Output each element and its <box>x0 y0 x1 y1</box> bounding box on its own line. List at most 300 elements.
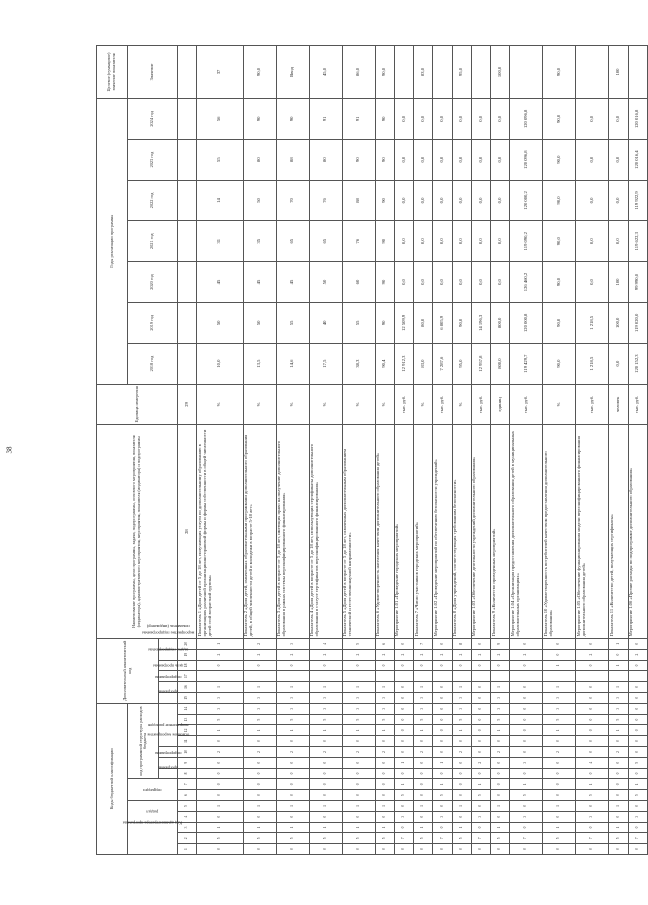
code-cell: 0 <box>414 660 433 671</box>
row-name: Мероприятие 1.01 «Проведение городских мероприятий» <box>394 425 413 639</box>
table-row <box>375 46 394 855</box>
code-cell: 0 <box>510 638 543 649</box>
final-value-cell: 37 <box>197 46 244 99</box>
code-cell: 0 <box>471 660 490 671</box>
row-name: Мероприятие 1.04 «Организация предоставления дополнительного образования детей в муниципальных образовательных организациях» <box>510 425 543 639</box>
value-cell: 0,0 <box>471 262 490 303</box>
value-cell: 90,0 <box>543 139 576 180</box>
code-cell: 0 <box>394 692 413 703</box>
code-cell: 0 <box>414 811 433 822</box>
value-cell: 120 152,3 <box>628 343 647 384</box>
code-cell: 0 <box>309 768 342 779</box>
row-name: Мероприятие 1.06 «Прочие расходы по подпрограмме дополнительного образования» <box>628 425 647 639</box>
final-value-cell: 95,0 <box>452 46 471 99</box>
table-row <box>394 46 413 855</box>
code-cell: 5 <box>375 833 394 844</box>
code-cell: 5 <box>197 714 244 725</box>
code-cell: 0 <box>433 844 452 855</box>
code-cell: 3 <box>543 692 576 703</box>
column-number: 16 <box>177 682 196 693</box>
column-number <box>177 262 196 303</box>
unit-cell: % <box>543 384 576 425</box>
value-cell: 90 <box>375 98 394 139</box>
value-cell: 50 <box>243 180 276 221</box>
code-cell: 5 <box>309 714 342 725</box>
row-name: Мероприятие 1.05 «Обеспечение функционирования модели персонифицированного финансирования дополнительного образования детей» <box>576 425 609 639</box>
column-number: 20 <box>177 638 196 649</box>
code-cell: 0 <box>491 844 510 855</box>
row-name: Показатель 3 «Доля детей в возрасте от 5 до 18 лет, имеющих право на получение дополнительного образования в рамках системы персонифицированного финансирования» <box>276 425 309 639</box>
value-cell: 90,0 <box>543 180 576 221</box>
value-cell: 6 805,9 <box>433 302 452 343</box>
code-cell: 2 <box>628 649 647 660</box>
value-cell: 56 <box>197 98 244 139</box>
final-value-cell: 90,0 <box>543 46 576 99</box>
code-cell: 0 <box>433 736 452 747</box>
value-cell: 45 <box>276 262 309 303</box>
code-cell: 1 <box>452 801 471 812</box>
column-number: 1 <box>177 844 196 855</box>
value-cell: 55 <box>342 302 375 343</box>
final-value-cell <box>433 46 452 99</box>
value-cell: 45 <box>197 262 244 303</box>
value-cell: 13,5 <box>243 343 276 384</box>
code-cell: 0 <box>576 801 609 812</box>
value-cell: 0,0 <box>414 221 433 262</box>
code-cell: 0 <box>609 768 628 779</box>
code-cell: 2 <box>471 649 490 660</box>
value-cell: 119 622,3 <box>628 221 647 262</box>
code-cell: 0 <box>609 844 628 855</box>
value-cell: 17,5 <box>309 343 342 384</box>
code-cell: 0 <box>197 779 244 790</box>
value-cell: 90,0 <box>543 343 576 384</box>
value-cell: 91 <box>309 98 342 139</box>
code-cell: 0 <box>375 736 394 747</box>
code-cell: 0 <box>491 660 510 671</box>
value-cell: 38,3 <box>342 343 375 384</box>
value-cell: 0,0 <box>452 180 471 221</box>
value-cell: 0,0 <box>609 343 628 384</box>
code-cell: 0 <box>491 736 510 747</box>
code-cell: 3 <box>394 811 413 822</box>
code-cell: 3 <box>243 703 276 714</box>
code-cell: 0 <box>276 779 309 790</box>
code-cell: 3 <box>491 703 510 714</box>
code-cell: 0 <box>576 692 609 703</box>
code-cell: 1 <box>491 725 510 736</box>
code-cell: 0 <box>491 768 510 779</box>
program-structure-header: код программной структуры расходов бюджета <box>128 703 159 779</box>
value-cell: 0,0 <box>576 221 609 262</box>
row-name: Показатель 5 «Доля детей в возрасте от 5 до 18 лет, охваченных дополнительным образованием технической и естественнонаучной направленности» <box>342 425 375 639</box>
column-number: 9 <box>177 757 196 768</box>
code-cell: 0 <box>543 736 576 747</box>
code-cell: 0 <box>197 757 244 768</box>
code-cell: 1 <box>375 822 394 833</box>
value-cell: 0,0 <box>491 180 510 221</box>
code-cell: 0 <box>471 736 490 747</box>
value-cell: 0,0 <box>491 221 510 262</box>
value-cell: 100,0 <box>609 302 628 343</box>
column-number: 28 <box>177 425 196 639</box>
year-header: 2019 год <box>128 302 178 343</box>
code-cell: 1 <box>414 682 433 693</box>
code-cell: 0 <box>576 660 609 671</box>
code-cell: 0 <box>342 736 375 747</box>
value-cell: 0,0 <box>414 262 433 303</box>
value-cell: 12 912,3 <box>394 343 413 384</box>
code-cell: 0 <box>197 768 244 779</box>
value-cell: 45 <box>243 262 276 303</box>
code-cell: 3 <box>628 811 647 822</box>
value-cell: 60 <box>342 262 375 303</box>
code-cell: 0 <box>628 822 647 833</box>
code-cell: 0 <box>394 660 413 671</box>
code-cell: 0 <box>609 811 628 822</box>
code-cell: 0 <box>243 736 276 747</box>
value-cell: 0,0 <box>433 262 452 303</box>
code-cell: 0 <box>543 779 576 790</box>
code-cell: 0 <box>491 790 510 801</box>
table-row <box>491 46 510 855</box>
code-cell: 2 <box>243 638 276 649</box>
code-cell: 0 <box>543 757 576 768</box>
code-cell: 0 <box>433 801 452 812</box>
code-cell: 1 <box>543 660 576 671</box>
value-cell: 65 <box>276 221 309 262</box>
value-cell: 90 <box>375 302 394 343</box>
value-cell: 90 <box>342 139 375 180</box>
column-number: 8 <box>177 768 196 779</box>
code-cell: 3 <box>309 692 342 703</box>
value-cell: 0,0 <box>433 180 452 221</box>
code-cell: 0 <box>452 768 471 779</box>
code-cell: 1 <box>243 725 276 736</box>
code-cell <box>197 671 244 682</box>
code-cell: 0 <box>452 779 471 790</box>
code-cell: 2 <box>342 649 375 660</box>
code-cell: 0 <box>197 811 244 822</box>
code-cell: 5 <box>543 714 576 725</box>
unit-cell: человек <box>609 384 628 425</box>
code-cell: 5 <box>609 714 628 725</box>
years-header: Годы реализации программы <box>97 98 128 384</box>
value-cell: 80 <box>243 139 276 180</box>
value-cell: 119 922,9 <box>628 180 647 221</box>
code-cell: 0 <box>394 682 413 693</box>
code-cell: 0 <box>375 768 394 779</box>
unit-cell: тыс. руб. <box>471 384 490 425</box>
code-cell: 0 <box>471 682 490 693</box>
code-cell: 7 <box>471 833 490 844</box>
final-value-cell: 90,0 <box>375 46 394 99</box>
code-cell: 0 <box>342 660 375 671</box>
value-cell: 55 <box>197 139 244 180</box>
code-cell: 1 <box>491 682 510 693</box>
year-header: 2018 год <box>128 343 178 384</box>
row-name: Показатель 7 «Число участников городских мероприятий» <box>414 425 433 639</box>
code-cell: 5 <box>471 790 490 801</box>
code-cell: 0 <box>576 747 609 758</box>
table-row <box>452 46 471 855</box>
code-cell <box>433 671 452 682</box>
code-cell: 5 <box>609 833 628 844</box>
code-cell: 0 <box>543 790 576 801</box>
table-row <box>342 46 375 855</box>
code-cell: 0 <box>197 660 244 671</box>
code-cell: 1 <box>471 779 490 790</box>
code-cell: 0 <box>510 714 543 725</box>
code-cell <box>394 671 413 682</box>
value-cell: 120 000,8 <box>510 302 543 343</box>
page-number: 38 <box>5 446 14 454</box>
value-cell: 0,0 <box>394 262 413 303</box>
code-cell: 7 <box>394 833 413 844</box>
year-header: 2023 год <box>128 139 178 180</box>
value-cell: 0,0 <box>609 180 628 221</box>
code-cell: 0 <box>342 790 375 801</box>
code-cell: 7 <box>510 833 543 844</box>
code-cell <box>243 671 276 682</box>
code-cell <box>491 671 510 682</box>
code-cell: 0 <box>309 811 342 822</box>
final-value-cell: 100,0 <box>491 46 510 99</box>
code-cell: 1 <box>433 779 452 790</box>
code-cell: 0 <box>576 768 609 779</box>
value-cell: 120 016,8 <box>628 98 647 139</box>
code-cell: 0 <box>309 736 342 747</box>
code-cell: 0 <box>576 736 609 747</box>
code-cell: 1 <box>197 822 244 833</box>
code-cell: 1 <box>375 682 394 693</box>
column-number <box>177 343 196 384</box>
code-cell: 0 <box>394 638 413 649</box>
column-number: 29 <box>177 384 196 425</box>
value-cell: 120 096,8 <box>510 139 543 180</box>
value-cell: 99 990,0 <box>628 262 647 303</box>
column-number: 6 <box>177 790 196 801</box>
row-name: Показатель 10 «Удовлетворенность потребителей качеством предоставления дополнительного образования» <box>543 425 576 639</box>
value-cell: 0,0 <box>394 221 413 262</box>
value-cell: 0,0 <box>576 262 609 303</box>
admin-code-header <box>122 821 183 854</box>
code-cell: 1 <box>576 779 609 790</box>
code-cell: 3 <box>197 703 244 714</box>
code-cell: 0 <box>628 747 647 758</box>
code-cell: 3 <box>375 703 394 714</box>
final-value-header: Значение <box>128 46 178 99</box>
value-cell: 0,0 <box>576 139 609 180</box>
table-row <box>471 46 490 855</box>
value-cell: 14,6 <box>276 343 309 384</box>
code-cell: 1 <box>609 822 628 833</box>
code-cell: 5 <box>276 833 309 844</box>
code-cell: 1 <box>276 725 309 736</box>
vertical-label: задача подпрограммы <box>148 647 189 653</box>
code-cell: 1 <box>452 822 471 833</box>
table-row <box>197 46 244 855</box>
code-cell: 0 <box>576 822 609 833</box>
value-cell: 800,0 <box>491 302 510 343</box>
code-cell: 1 <box>609 638 628 649</box>
value-cell: 0,0 <box>452 139 471 180</box>
code-cell: 0 <box>342 768 375 779</box>
code-cell: 0 <box>276 757 309 768</box>
code-cell: 5 <box>197 833 244 844</box>
code-cell: 0 <box>414 844 433 855</box>
code-cell: 8 <box>452 638 471 649</box>
row-name: Показатель 9 «Количество проведенных мероприятий» <box>491 425 510 639</box>
column-number <box>177 180 196 221</box>
code-cell: 2 <box>309 649 342 660</box>
code-cell: 0 <box>433 822 452 833</box>
code-cell: 0 <box>276 660 309 671</box>
code-cell: 0 <box>628 736 647 747</box>
code-cell: 1 <box>491 801 510 812</box>
code-cell: 3 <box>342 703 375 714</box>
code-cell: 1 <box>609 801 628 812</box>
vertical-label: подраздел <box>143 787 162 793</box>
code-cell: 3 <box>452 703 471 714</box>
value-cell: 0,0 <box>609 98 628 139</box>
value-cell: 14 196,3 <box>471 302 490 343</box>
year-header: 2021 год <box>128 221 178 262</box>
code-cell: 2 <box>197 649 244 660</box>
code-cell: 2 <box>510 649 543 660</box>
code-cell: 1 <box>491 822 510 833</box>
code-cell: 0 <box>394 747 413 758</box>
code-cell: 0 <box>243 768 276 779</box>
code-cell: 1 <box>309 725 342 736</box>
code-cell: 2 <box>394 649 413 660</box>
code-cell: 0 <box>576 725 609 736</box>
value-cell: 0,0 <box>452 262 471 303</box>
code-cell: 0 <box>197 736 244 747</box>
value-cell: 800,0 <box>491 343 510 384</box>
column-number: 15 <box>177 692 196 703</box>
column-number <box>177 98 196 139</box>
code-cell: 5 <box>276 714 309 725</box>
code-cell: 0 <box>276 736 309 747</box>
code-cell: 2 <box>309 747 342 758</box>
unit-cell: % <box>375 384 394 425</box>
value-cell: 90,0 <box>543 221 576 262</box>
column-number: 3 <box>177 822 196 833</box>
code-cell: 2 <box>276 649 309 660</box>
code-cell: 3 <box>414 692 433 703</box>
column-number: 18 <box>177 660 196 671</box>
code-cell: 0 <box>433 638 452 649</box>
column-number <box>177 139 196 180</box>
table-row <box>576 46 609 855</box>
column-number: 10 <box>177 747 196 758</box>
value-cell: 0,0 <box>433 139 452 180</box>
vertical-label: Код администратора программы <box>122 821 183 827</box>
value-cell: 90 <box>375 180 394 221</box>
code-cell: 0 <box>510 801 543 812</box>
value-cell: 50 <box>243 302 276 343</box>
code-cell: 5 <box>628 790 647 801</box>
code-cell <box>375 671 394 682</box>
code-cell: 1 <box>243 822 276 833</box>
code-cell: 0 <box>342 811 375 822</box>
code-cell: 5 <box>510 790 543 801</box>
vertical-label: подпрограмма <box>155 751 182 757</box>
table-row <box>309 46 342 855</box>
code-cell: 1 <box>433 757 452 768</box>
code-cell: 5 <box>342 833 375 844</box>
code-cell: 0 <box>243 660 276 671</box>
code-cell: 3 <box>609 692 628 703</box>
code-cell: 2 <box>543 747 576 758</box>
value-cell: 0,0 <box>414 139 433 180</box>
column-number: 12 <box>177 725 196 736</box>
code-cell: 1 <box>375 801 394 812</box>
unit-cell: % <box>276 384 309 425</box>
value-cell: 90,0 <box>543 302 576 343</box>
code-cell: 0 <box>375 811 394 822</box>
value-cell: 90 <box>276 98 309 139</box>
code-cell <box>471 671 490 682</box>
code-cell: 0 <box>276 790 309 801</box>
code-cell: 0 <box>433 714 452 725</box>
code-cell: 7 <box>414 638 433 649</box>
value-cell: 40 <box>309 302 342 343</box>
final-value-cell <box>471 46 490 99</box>
code-cell: 0 <box>243 757 276 768</box>
code-cell <box>628 671 647 682</box>
final-value-cell: 83,0 <box>414 46 433 99</box>
code-cell: 0 <box>628 844 647 855</box>
code-cell: 0 <box>576 844 609 855</box>
code-cell: 0 <box>576 703 609 714</box>
value-cell: 83,0 <box>414 343 433 384</box>
code-cell: 0 <box>276 844 309 855</box>
subsection-code-header <box>128 779 178 801</box>
code-cell: 3 <box>576 811 609 822</box>
code-cell: 0 <box>628 660 647 671</box>
code-cell: 5 <box>452 833 471 844</box>
column-number: 2 <box>177 833 196 844</box>
code-cell: 1 <box>342 682 375 693</box>
code-cell: 0 <box>309 844 342 855</box>
year-header: 2024 год <box>128 98 178 139</box>
table-row <box>276 46 309 855</box>
code-cell: 1 <box>342 725 375 736</box>
code-cell: 1 <box>609 660 628 671</box>
code-cell: 3 <box>309 703 342 714</box>
code-cell: 0 <box>394 714 413 725</box>
code-cell: 1 <box>197 682 244 693</box>
code-cell: 1 <box>342 822 375 833</box>
value-cell: 70 <box>276 180 309 221</box>
value-cell: 119 090,2 <box>510 221 543 262</box>
code-cell: 1 <box>243 801 276 812</box>
code-cell <box>543 671 576 682</box>
code-cell: 7 <box>433 833 452 844</box>
code-cell: 1 <box>243 682 276 693</box>
code-cell: 1 <box>414 801 433 812</box>
code-cell: 0 <box>414 757 433 768</box>
code-cell: 0 <box>342 779 375 790</box>
code-cell: 0 <box>197 844 244 855</box>
value-cell: 0,0 <box>609 139 628 180</box>
row-name: Показатель 1 «Доля детей от 5 до 18 лет, получающих услуги по дополнительному образованию в организациях различной организационно-правовой формы и формы собственности в общей численности детей этой возрастной группы» <box>197 425 244 639</box>
code-cell: 5 <box>342 714 375 725</box>
column-number: 19 <box>177 649 196 660</box>
value-cell: 76 <box>342 221 375 262</box>
